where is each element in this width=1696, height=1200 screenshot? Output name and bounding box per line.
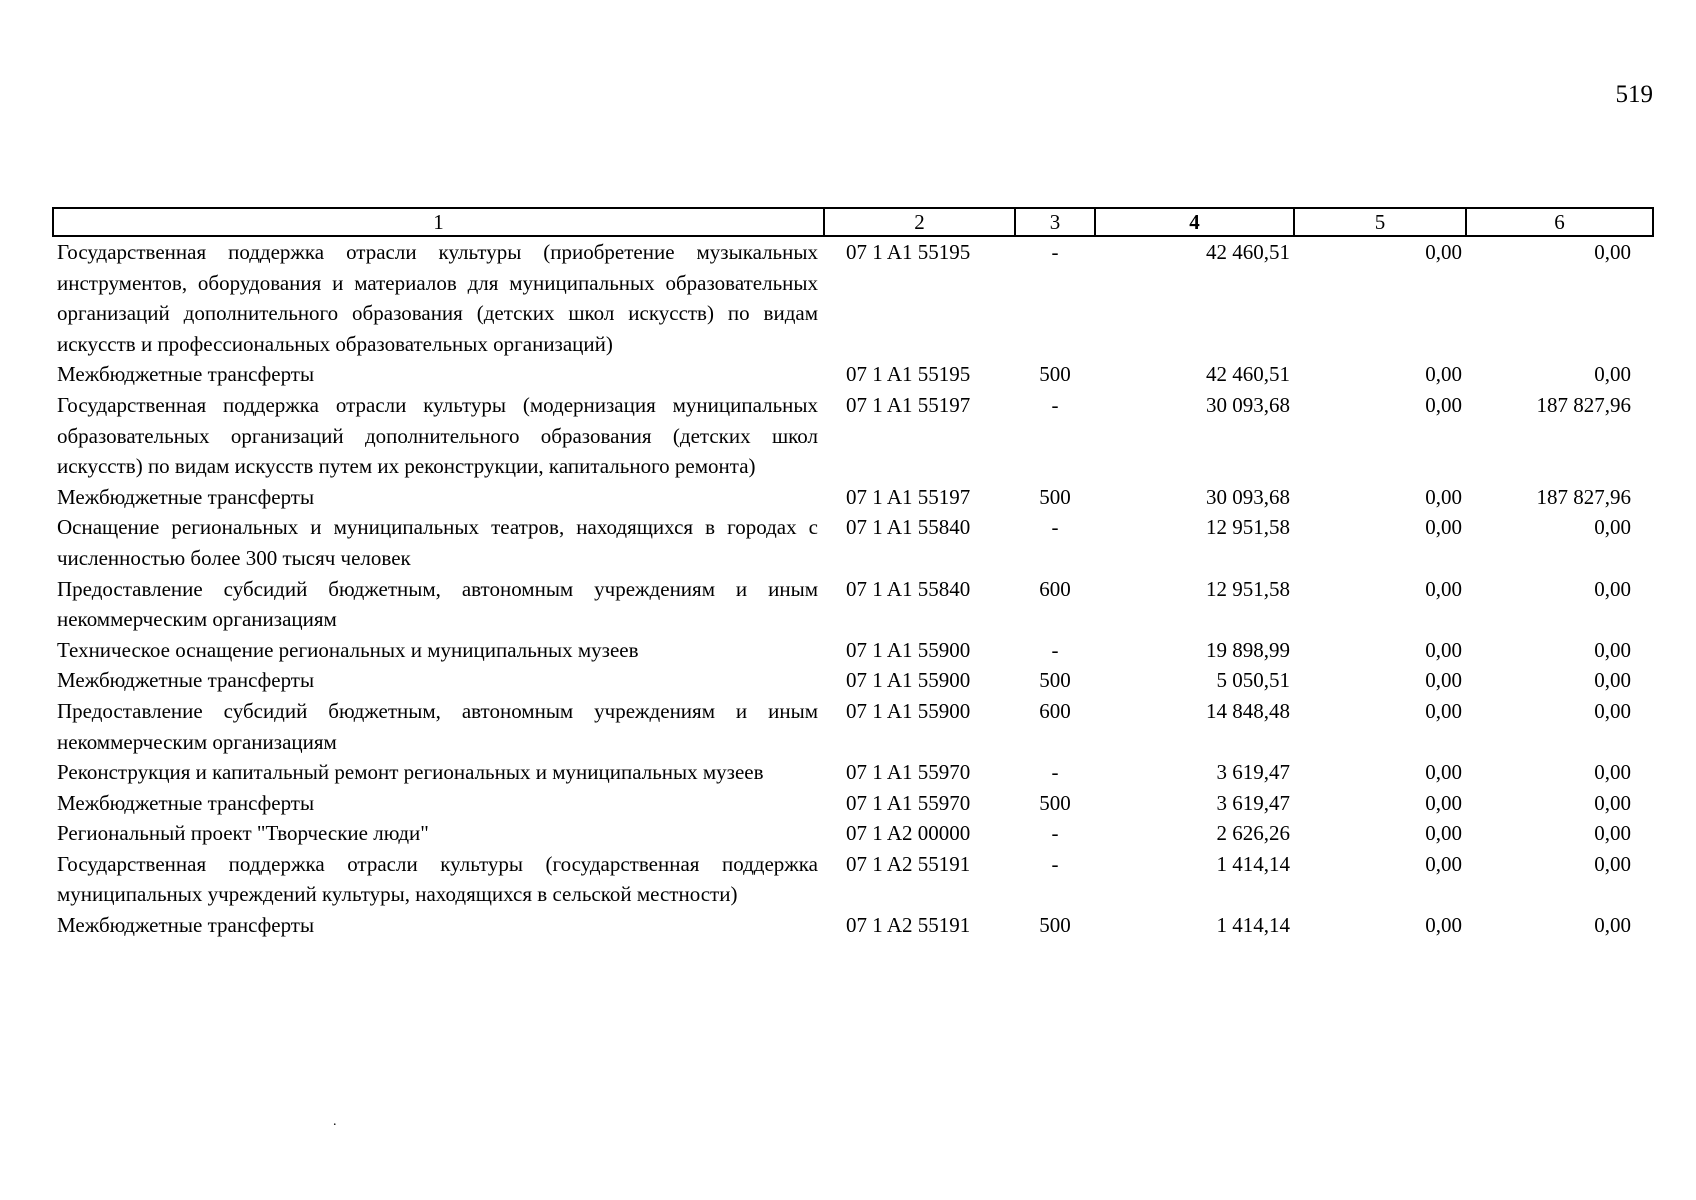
- row-code: 07 1 A1 55197: [846, 392, 971, 417]
- row-value-4: 5 050,51: [1216, 668, 1290, 693]
- row-value-6: 0,00: [1594, 668, 1631, 693]
- row-value-4: 30 093,68: [1206, 484, 1290, 509]
- row-value-6: 0,00: [1594, 515, 1631, 540]
- row-name: Государственная поддержка отрасли культуры (государственная поддержка муниципальных учреждений культуры, находящихся в сельской местности): [57, 851, 818, 907]
- row-kvr: -: [1051, 851, 1059, 876]
- row-name: Межбюджетные трансферты: [57, 484, 315, 509]
- table-header: [53, 208, 1653, 236]
- row-value-6: 0,00: [1594, 913, 1631, 938]
- row-value-6: 0,00: [1594, 240, 1631, 264]
- budget-table: [52, 207, 1654, 941]
- row-value-4: 12 951,58: [1206, 515, 1290, 540]
- row-code: 07 1 A1 55197: [846, 484, 971, 509]
- row-code: 07 1 A2 55191: [846, 913, 971, 938]
- row-value-6: 0,00: [1594, 576, 1631, 601]
- row-kvr: -: [1051, 392, 1059, 417]
- row-value-5: 0,00: [1425, 790, 1462, 815]
- row-value-4: 3 619,47: [1216, 760, 1290, 785]
- table-row: [53, 849, 1653, 910]
- row-value-5: 0,00: [1425, 484, 1462, 509]
- row-name: Техническое оснащение региональных и муниципальных музеев: [57, 637, 639, 662]
- header-col-4: 4: [1095, 208, 1294, 236]
- row-kvr: 500: [1039, 362, 1071, 387]
- header-row: [53, 208, 1653, 236]
- row-value-4: 19 898,99: [1206, 637, 1290, 662]
- row-code: 07 1 A1 55840: [846, 576, 971, 601]
- row-value-6: 0,00: [1594, 851, 1631, 876]
- row-kvr: 500: [1039, 790, 1071, 815]
- row-code: 07 1 A1 55840: [846, 515, 971, 540]
- row-value-5: 0,00: [1425, 362, 1462, 387]
- row-code: 07 1 A1 55970: [846, 760, 971, 785]
- row-value-6: 0,00: [1594, 362, 1631, 387]
- row-value-4: 42 460,51: [1206, 362, 1290, 387]
- table-row: [53, 574, 1653, 635]
- row-value-5: 0,00: [1425, 668, 1462, 693]
- table-row: [53, 788, 1653, 819]
- row-kvr: -: [1051, 637, 1059, 662]
- header-col-2: 2: [824, 208, 1015, 236]
- row-name: Межбюджетные трансферты: [57, 668, 315, 693]
- row-value-6: 0,00: [1594, 637, 1631, 662]
- row-value-5: 0,00: [1425, 821, 1462, 846]
- row-kvr: 600: [1039, 698, 1071, 723]
- row-value-6: 0,00: [1594, 698, 1631, 723]
- table-row: [53, 359, 1653, 390]
- row-value-4: 1 414,14: [1216, 851, 1290, 876]
- row-code: 07 1 A1 55900: [846, 637, 971, 662]
- row-kvr: 600: [1039, 576, 1071, 601]
- row-code: 07 1 A1 55970: [846, 790, 971, 815]
- row-value-5: 0,00: [1425, 392, 1462, 417]
- header-col-6: 6: [1466, 208, 1653, 236]
- row-value-5: 0,00: [1425, 240, 1462, 264]
- table-row: [53, 482, 1653, 513]
- row-value-5: 0,00: [1425, 851, 1462, 876]
- row-value-6: 187 827,96: [1536, 392, 1631, 417]
- row-value-5: 0,00: [1425, 637, 1462, 662]
- row-value-4: 14 848,48: [1206, 698, 1290, 723]
- row-name: Предоставление субсидий бюджетным, автономным учреждениям и иным некоммерческим организациям: [57, 576, 818, 632]
- row-name: Региональный проект "Творческие люди": [57, 821, 429, 846]
- table-row: [53, 512, 1653, 573]
- row-value-5: 0,00: [1425, 515, 1462, 540]
- row-kvr: -: [1051, 760, 1059, 785]
- row-code: 07 1 A1 55195: [846, 240, 971, 264]
- row-kvr: 500: [1039, 668, 1071, 693]
- row-kvr: 500: [1039, 484, 1071, 509]
- table-row: [53, 696, 1653, 757]
- stray-mark: .: [333, 1114, 337, 1129]
- row-value-5: 0,00: [1425, 698, 1462, 723]
- row-value-4: 1 414,14: [1216, 913, 1290, 938]
- row-name: Реконструкция и капитальный ремонт региональных и муниципальных музеев: [57, 760, 764, 785]
- row-code: 07 1 A2 55191: [846, 851, 971, 876]
- header-col-3: 3: [1015, 208, 1095, 236]
- table-row: [53, 910, 1653, 941]
- row-kvr: -: [1051, 240, 1059, 264]
- row-kvr: 500: [1039, 913, 1071, 938]
- row-value-4: 12 951,58: [1206, 576, 1290, 601]
- row-name: Предоставление субсидий бюджетным, автономным учреждениям и иным некоммерческим организациям: [57, 698, 818, 754]
- row-name: Государственная поддержка отрасли культуры (приобретение музыкальных инструментов, оборудования и материалов для муниципальных образовательных организаций дополнительного образования (детских школ искусств) по видам искусств и профессиональных образовательных организаций): [57, 240, 818, 356]
- table-row: [53, 818, 1653, 849]
- row-code: 07 1 A1 55195: [846, 362, 971, 387]
- row-code: 07 1 A2 00000: [846, 821, 971, 846]
- row-value-5: 0,00: [1425, 913, 1462, 938]
- row-name: Межбюджетные трансферты: [57, 913, 315, 938]
- table-row: [53, 390, 1653, 482]
- row-name: Межбюджетные трансферты: [57, 790, 315, 815]
- row-kvr: -: [1051, 515, 1059, 540]
- row-value-4: 3 619,47: [1216, 790, 1290, 815]
- row-code: 07 1 A1 55900: [846, 698, 971, 723]
- row-value-6: 187 827,96: [1536, 484, 1631, 509]
- row-value-5: 0,00: [1425, 760, 1462, 785]
- table-body: [53, 236, 1653, 941]
- row-name: Государственная поддержка отрасли культуры (модернизация муниципальных образовательных организаций дополнительного образования (детских школ искусств) по видам искусств путем их реконструкции, капитального ремонта): [57, 392, 818, 479]
- row-value-6: 0,00: [1594, 760, 1631, 785]
- header-col-5: 5: [1294, 208, 1466, 236]
- header-col-1: 1: [53, 208, 824, 236]
- row-kvr: -: [1051, 821, 1059, 846]
- row-value-6: 0,00: [1594, 790, 1631, 815]
- row-code: 07 1 A1 55900: [846, 668, 971, 693]
- row-name: Межбюджетные трансферты: [57, 362, 315, 387]
- table-row: [53, 236, 1653, 359]
- row-value-4: 2 626,26: [1216, 821, 1290, 846]
- table-row: [53, 635, 1653, 666]
- row-value-4: 42 460,51: [1206, 240, 1290, 264]
- table-row: [53, 665, 1653, 696]
- page-number: 519: [1615, 81, 1653, 108]
- row-value-5: 0,00: [1425, 576, 1462, 601]
- row-value-4: 30 093,68: [1206, 392, 1290, 417]
- row-name: Оснащение региональных и муниципальных театров, находящихся в городах с численностью более 300 тысяч человек: [57, 515, 818, 570]
- table-row: [53, 757, 1653, 788]
- row-value-6: 0,00: [1594, 821, 1631, 846]
